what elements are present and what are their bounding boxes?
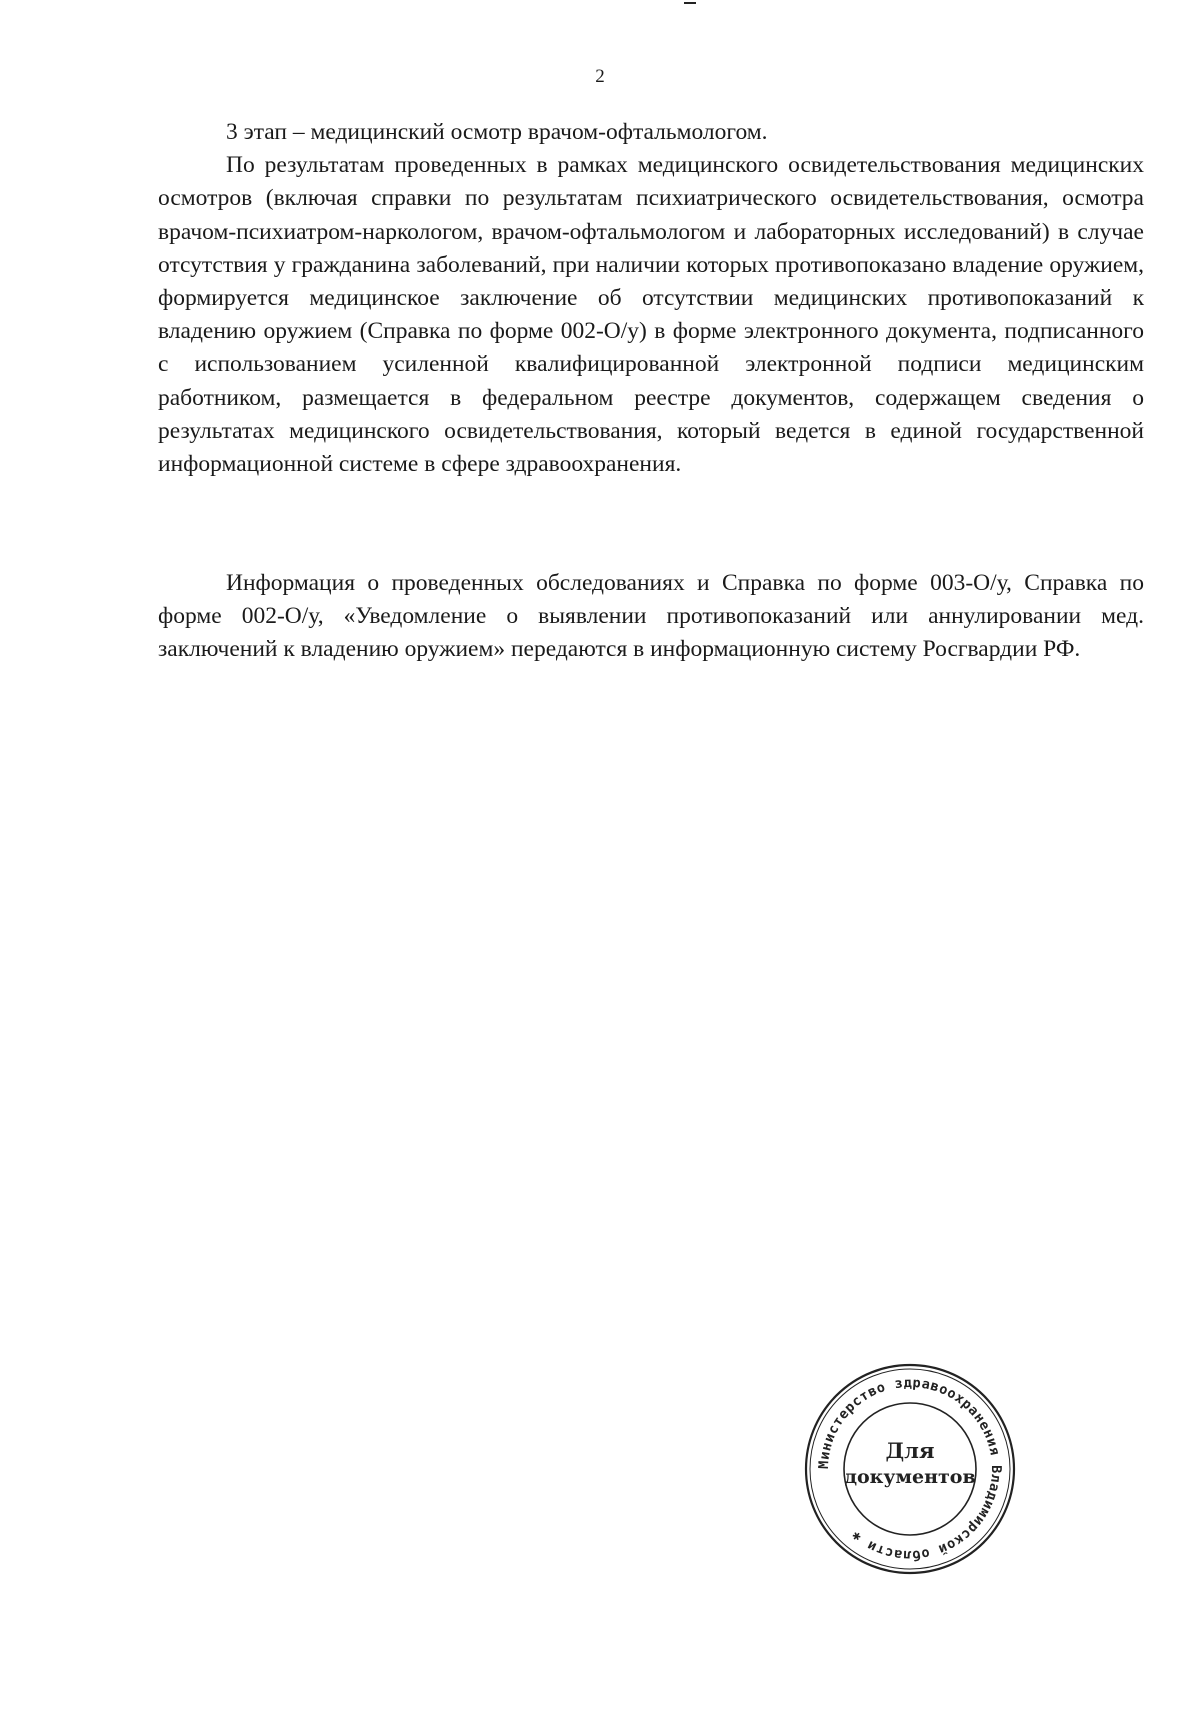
- stamp-center-line-2: документов: [844, 1466, 976, 1488]
- main-text-block: [158, 116, 1144, 481]
- stamp-center-text: [800, 1437, 1020, 1491]
- official-stamp: [800, 1359, 1020, 1579]
- paragraph-stage-3: 3 этап – медицинский осмотр врачом-офтальмологом.: [226, 119, 768, 145]
- page-number: 2: [595, 66, 605, 87]
- info-text-block: [158, 567, 1144, 667]
- paragraph-medical-conclusion: По результатам проведенных в рамках медицинского освидетельствования медицинских осмотров (включая справки по результатам психиатрического освидетельствования, осмотра врачом-психиатром-наркологом, врачом-офтальмологом и лабораторных исследований) в случае отсутствия у гражданина заболеваний, при наличии которых противопоказано владение оружием, формируется медицинское заключение об отсутствии медицинских противопоказаний к владению оружием (Справка по форме 002-О/у) в форме электронного документа, подписанного с использованием усиленной квалифицированной электронной подписи медицинским работником, размещается в федеральном реестре документов, содержащем сведения о результатах медицинского освидетельствования, который ведется в единой государственной информационной системе в сфере здравоохранения.: [158, 152, 1144, 478]
- scan-mark: [684, 2, 696, 4]
- stamp-ring-text: Министерство здравоохранения Владимирской области ✱: [815, 1374, 1005, 1564]
- paragraph-information-transfer: Информация о проведенных обследованиях и Справка по форме 003-О/у, Справка по форме 002-О/у, «Уведомление о выявлении противопоказаний или аннулировании мед. заключений к владению оружием» передаются в информационную систему Росгвардии РФ.: [158, 570, 1144, 663]
- stamp-center-line-1: Для: [885, 1438, 935, 1463]
